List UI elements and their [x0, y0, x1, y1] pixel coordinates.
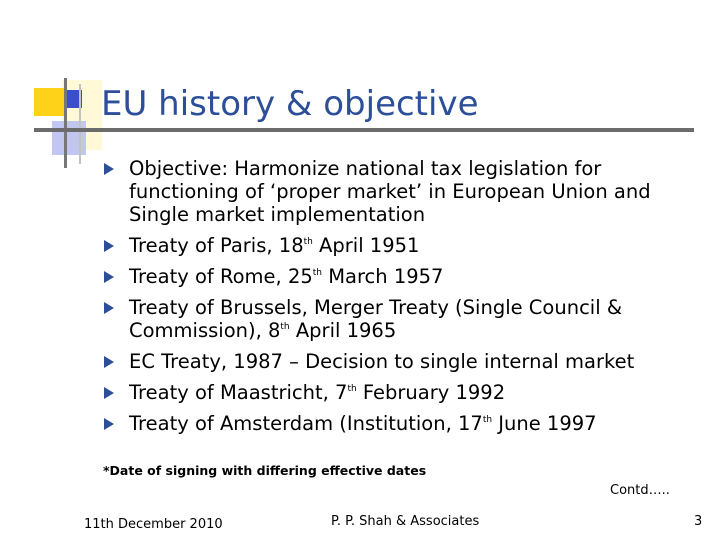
bullet-text: Treaty of Brussels, Merger Treaty (Single Council & Commission), 8	[129, 296, 623, 342]
bullet-item	[104, 350, 704, 373]
bullet-text: EC Treaty, 1987 – Decision to single internal market	[129, 350, 635, 373]
title-underline	[34, 128, 686, 132]
bullet-text: Treaty of Maastricht, 7	[129, 381, 348, 404]
bullet-item	[104, 157, 704, 226]
bullet-item	[104, 412, 704, 435]
bullet-text: Treaty of Rome, 25	[129, 265, 313, 288]
bullet-list	[104, 157, 704, 443]
bullet-arrow-icon	[104, 356, 114, 368]
ordinal-suffix: th	[280, 322, 290, 332]
bullet-item	[104, 381, 704, 404]
bullet-text: Objective: Harmonize national tax legislation for functioning of ‘proper market’ in European Union and Single market implementation	[129, 157, 651, 226]
title-underline-end	[686, 128, 694, 132]
slide-title: EU history & objective	[101, 84, 479, 124]
ordinal-suffix: th	[347, 384, 357, 394]
footer-date: 11th December 2010	[84, 517, 223, 532]
bullet-arrow-icon	[104, 240, 114, 252]
ordinal-suffix: th	[312, 268, 322, 278]
ordinal-suffix: th	[303, 237, 313, 247]
bullet-text-end: March 1957	[322, 265, 444, 288]
bullet-item	[104, 234, 704, 257]
bullet-text-end: April 1965	[289, 319, 397, 342]
bullet-text: Treaty of Paris, 18	[129, 234, 304, 257]
decorative-vertical-line-light	[79, 84, 81, 164]
bullet-arrow-icon	[104, 387, 114, 399]
bullet-arrow-icon	[104, 302, 114, 314]
bullet-item	[104, 265, 704, 288]
ordinal-suffix: th	[482, 415, 493, 425]
bullet-text: Treaty of Amsterdam (Institution, 17	[129, 412, 483, 435]
bullet-text-end: June 1997	[492, 412, 597, 435]
footnote: *Date of signing with differing effective dates	[103, 463, 427, 478]
page-number: 3	[694, 514, 703, 529]
continued-label: Contd…..	[610, 483, 670, 498]
bullet-arrow-icon	[104, 271, 114, 283]
bullet-arrow-icon	[104, 163, 114, 175]
bullet-text-end: April 1951	[312, 234, 420, 257]
bullet-text-end: February 1992	[356, 381, 506, 404]
decorative-yellow-square	[34, 88, 64, 116]
bullet-item	[104, 296, 704, 342]
bullet-arrow-icon	[104, 418, 114, 430]
decorative-vertical-line	[64, 78, 67, 168]
footer-firm: P. P. Shah & Associates	[331, 514, 480, 529]
